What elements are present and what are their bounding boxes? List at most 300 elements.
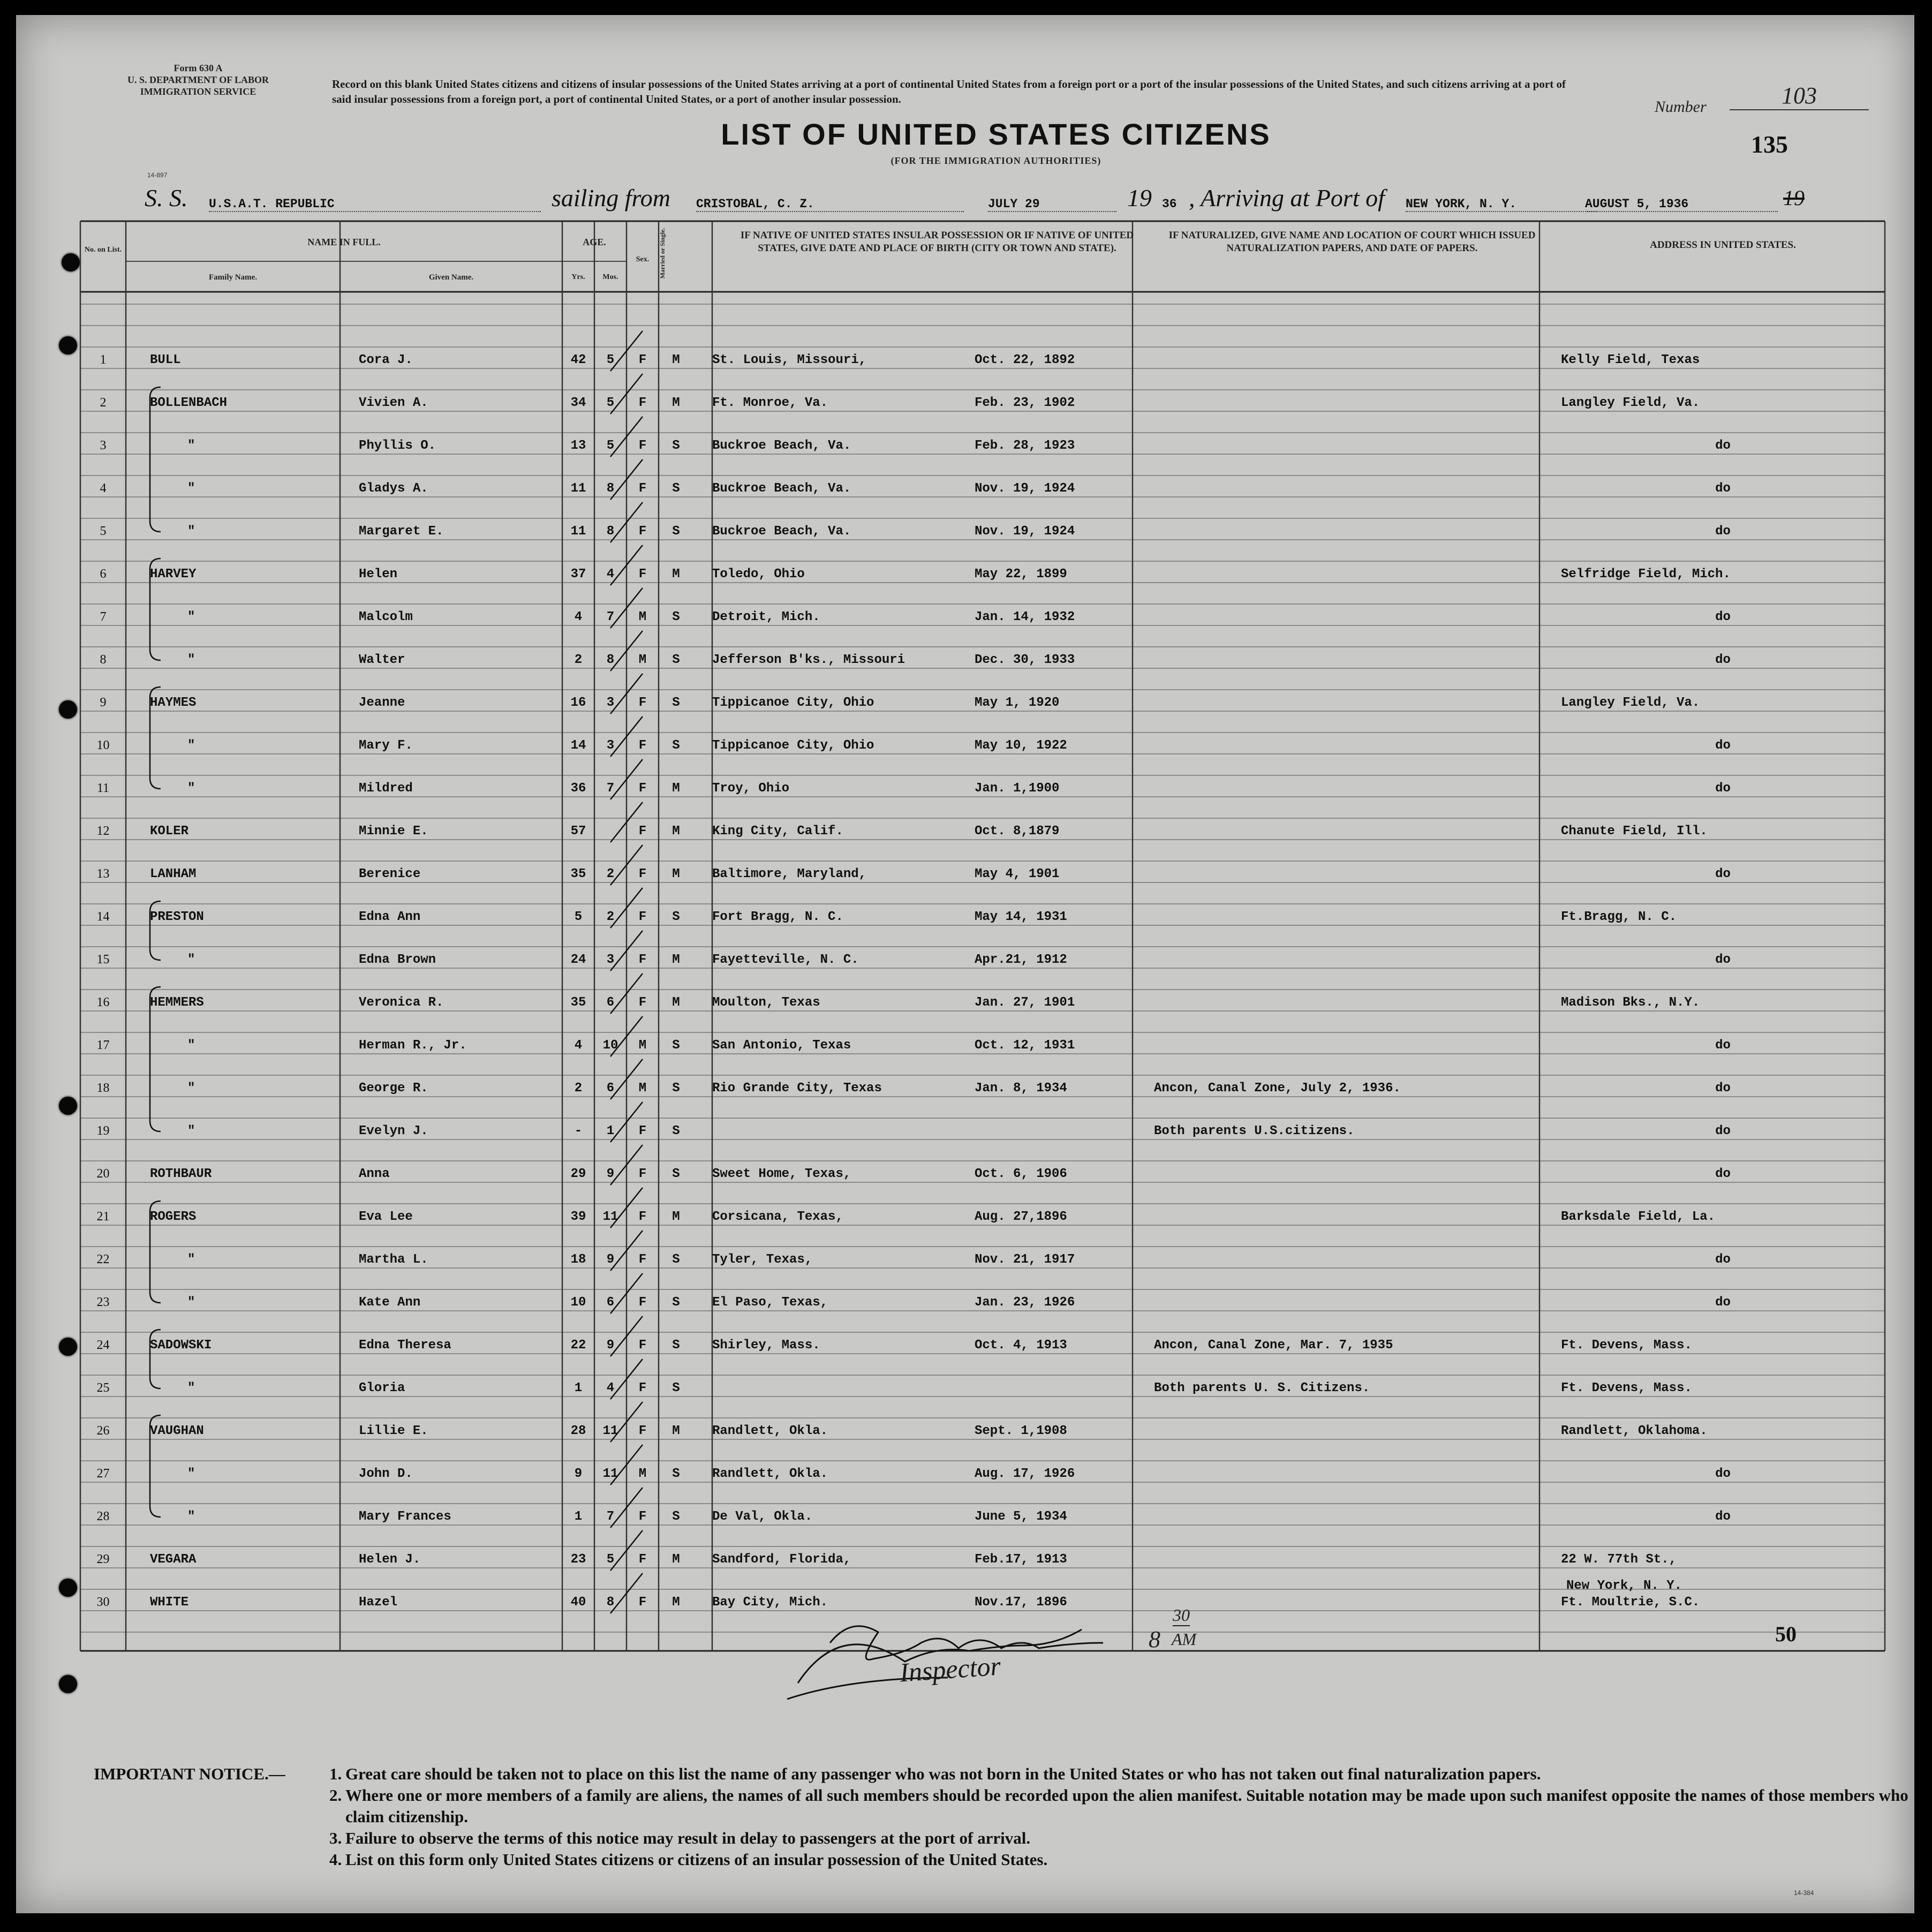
marital-status: M xyxy=(672,1210,680,1224)
page-subtitle: (FOR THE IMMIGRATION AUTHORITIES) xyxy=(890,155,1101,166)
sex: F xyxy=(638,353,647,367)
birth-place: Tyler, Texas, xyxy=(712,1252,813,1267)
given-name: Margaret E. xyxy=(359,524,444,539)
row-number: 29 xyxy=(96,1552,110,1566)
birth-date: Sept. 1,1908 xyxy=(975,1424,1067,1438)
age-months: 1 xyxy=(606,1124,615,1138)
family-name: SADOWSKI xyxy=(150,1338,212,1353)
row-number: 14 xyxy=(96,910,110,924)
age-years: 9 xyxy=(574,1467,583,1481)
birth-date: Jan. 8, 1934 xyxy=(975,1081,1067,1096)
family-name: VAUGHAN xyxy=(150,1424,204,1438)
address: Selfridge Field, Mich. xyxy=(1561,567,1731,582)
birth-date: Jan. 23, 1926 xyxy=(975,1295,1075,1310)
sex: F xyxy=(638,396,647,410)
age-years: 1 xyxy=(574,1381,583,1395)
row-number: 21 xyxy=(96,1210,110,1224)
age-months: 8 xyxy=(606,653,615,667)
service-name: IMMIGRATION SERVICE xyxy=(140,86,256,97)
given-name: Gloria xyxy=(359,1381,405,1395)
address: do xyxy=(1715,1252,1731,1267)
birth-date: Nov. 21, 1917 xyxy=(975,1252,1075,1267)
age-months: 9 xyxy=(606,1167,615,1181)
sex: F xyxy=(638,524,647,539)
birth-place: Ft. Monroe, Va. xyxy=(712,396,828,410)
record-instructions: Record on this blank United States citizens and citizens of insular possessions of the United States arriving at a port of continental United States from a foreign port or a port of the insular possessions of the United States, and such citizens arriving at a port of said insular possessions from a foreign port, a port of continental United States, or a port of another insular possession. xyxy=(332,78,1566,105)
department-name: U. S. DEPARTMENT OF LABOR xyxy=(127,74,269,85)
given-name: Hazel xyxy=(359,1595,398,1610)
marital-status: S xyxy=(672,1167,680,1181)
marital-status: S xyxy=(672,481,680,496)
family-name: HAYMES xyxy=(150,696,197,710)
age-years: - xyxy=(574,1124,583,1138)
marital-status: S xyxy=(672,1295,680,1310)
row-number: 1 xyxy=(100,353,107,367)
given-name: Vivien A. xyxy=(359,396,428,410)
list-number: 103 xyxy=(1730,82,1869,110)
address: do xyxy=(1715,953,1731,967)
row-number: 2 xyxy=(100,396,107,410)
notice-item: 4. List on this form only United States citizens or citizens of an insular possession of the United States. xyxy=(329,1850,1048,1869)
birth-date: Nov. 19, 1924 xyxy=(975,481,1075,496)
row-number: 18 xyxy=(96,1081,110,1095)
sex: F xyxy=(638,1510,647,1524)
age-months: 6 xyxy=(606,995,615,1010)
birth-date: May 1, 1920 xyxy=(975,696,1060,710)
row-number: 24 xyxy=(96,1338,110,1352)
family-name: " xyxy=(187,781,195,796)
marital-status: M xyxy=(672,567,680,582)
marital-status: M xyxy=(672,953,680,967)
address: Barksdale Field, La. xyxy=(1561,1210,1716,1224)
age-months: 8 xyxy=(606,481,615,496)
naturalization-info: Both parents U. S. Citizens. xyxy=(1154,1381,1370,1395)
sex: M xyxy=(638,1467,647,1481)
address: do xyxy=(1715,524,1731,539)
given-name: Walter xyxy=(359,653,405,667)
family-name: " xyxy=(187,1381,195,1395)
total-count: 50 xyxy=(1775,1622,1797,1646)
family-name: ROGERS xyxy=(150,1210,197,1224)
birth-date: May 22, 1899 xyxy=(975,567,1067,582)
marital-status: S xyxy=(672,610,680,624)
row-number: 23 xyxy=(96,1295,110,1309)
age-years: 5 xyxy=(574,910,583,924)
birth-place: Randlett, Okla. xyxy=(712,1424,828,1438)
age-months: 5 xyxy=(606,353,615,367)
age-years: 18 xyxy=(570,1252,586,1267)
age-months: 9 xyxy=(606,1252,615,1267)
marital-status: S xyxy=(672,738,680,753)
age-months: 11 xyxy=(602,1210,618,1224)
address: do xyxy=(1715,439,1731,453)
sex: F xyxy=(638,439,647,453)
birth-place: El Paso, Texas, xyxy=(712,1295,828,1310)
age-years: 14 xyxy=(570,738,586,753)
notice-label: IMPORTANT NOTICE.— xyxy=(94,1764,285,1783)
sex: F xyxy=(638,910,647,924)
sex: M xyxy=(638,610,647,624)
birth-date: Feb.17, 1913 xyxy=(975,1552,1067,1567)
age-months: 8 xyxy=(606,1595,615,1610)
footer-code: 14-384 xyxy=(1794,1889,1814,1897)
row-number: 27 xyxy=(96,1467,110,1481)
given-name: Eva Lee xyxy=(359,1210,413,1224)
family-name: " xyxy=(187,1124,195,1138)
birth-date: Oct. 8,1879 xyxy=(975,824,1060,839)
marital-status: S xyxy=(672,696,680,710)
birth-date: Oct. 12, 1931 xyxy=(975,1038,1075,1053)
age-years: 23 xyxy=(570,1552,586,1567)
family-name: HEMMERS xyxy=(150,995,204,1010)
age-years: 40 xyxy=(570,1595,586,1610)
age-years: 35 xyxy=(570,995,586,1010)
given-name: Martha L. xyxy=(359,1252,428,1267)
address-line-2: New York, N. Y. xyxy=(1566,1579,1682,1593)
birth-place: Randlett, Okla. xyxy=(712,1467,828,1481)
row-number: 11 xyxy=(96,781,110,795)
age-years: 24 xyxy=(570,953,586,967)
age-years: 1 xyxy=(574,1510,583,1524)
given-name: John D. xyxy=(359,1467,413,1481)
arriving-label: , Arriving at Port of xyxy=(1189,184,1385,212)
time-meridiem: AM xyxy=(1172,1629,1197,1649)
family-name: ROTHBAUR xyxy=(150,1167,212,1181)
birth-place: Fayetteville, N. C. xyxy=(712,953,859,967)
address: 22 W. 77th St., xyxy=(1561,1552,1677,1567)
birth-place: De Val, Okla. xyxy=(712,1510,813,1524)
birth-place: Buckroe Beach, Va. xyxy=(712,481,851,496)
inspector-name xyxy=(851,1616,1043,1648)
birth-date: Feb. 23, 1902 xyxy=(975,396,1075,410)
age-years: 22 xyxy=(570,1338,586,1353)
family-name: BOLLENBACH xyxy=(150,396,228,410)
birth-date: Oct. 22, 1892 xyxy=(975,353,1075,367)
col-header-married-single: Married or Single. xyxy=(659,228,666,279)
row-number: 9 xyxy=(100,696,107,710)
given-name: Mildred xyxy=(359,781,413,796)
address: do xyxy=(1715,1295,1731,1310)
col-header-sex: Sex. xyxy=(636,255,650,263)
birth-place: Rio Grande City, Texas xyxy=(712,1081,882,1096)
sex: F xyxy=(638,1424,647,1438)
row-number: 28 xyxy=(96,1510,110,1523)
birth-date: May 14, 1931 xyxy=(975,910,1067,924)
sex: F xyxy=(638,1252,647,1267)
address: Randlett, Oklahoma. xyxy=(1561,1424,1708,1438)
family-name: " xyxy=(187,738,195,753)
age-months: 5 xyxy=(606,396,615,410)
sex: F xyxy=(638,995,647,1010)
sex: F xyxy=(638,1552,647,1567)
birth-date: Aug. 27,1896 xyxy=(975,1210,1067,1224)
age-months: 7 xyxy=(606,781,615,796)
row-number: 5 xyxy=(100,524,107,538)
form-code: 14-897 xyxy=(147,171,168,179)
marital-status: M xyxy=(672,995,680,1010)
sex: F xyxy=(638,1338,647,1353)
birth-place: San Antonio, Texas xyxy=(712,1038,851,1053)
family-name: " xyxy=(187,524,195,539)
birth-place: Tippicanoe City, Ohio xyxy=(712,738,874,753)
address: do xyxy=(1715,610,1731,624)
age-months: 7 xyxy=(606,1510,615,1524)
address: Madison Bks., N.Y. xyxy=(1561,995,1700,1010)
address: do xyxy=(1715,867,1731,881)
age-months: 3 xyxy=(606,953,615,967)
page-number: 135 xyxy=(1751,131,1788,158)
age-years: 35 xyxy=(570,867,586,881)
marital-status: S xyxy=(672,1038,680,1053)
given-name: Malcolm xyxy=(359,610,413,624)
sailing-label: sailing from xyxy=(552,184,670,212)
birth-place: Moulton, Texas xyxy=(712,995,820,1010)
sex: F xyxy=(638,481,647,496)
col-header-birth: IF NATIVE OF UNITED STATES INSULAR POSSESSION OR IF NATIVE OF UNITED STATES, GIVE DATE AND PLACE OF BIRTH (CITY OR TOWN AND STATE). xyxy=(740,230,1134,254)
birth-place: Troy, Ohio xyxy=(712,781,790,796)
age-months: 10 xyxy=(602,1038,618,1053)
col-header-no: No. on List. xyxy=(84,246,122,254)
given-name: Helen xyxy=(359,567,398,582)
given-name: Mary F. xyxy=(359,738,413,753)
address: do xyxy=(1715,653,1731,667)
marital-status: S xyxy=(672,1467,680,1481)
family-name: PRESTON xyxy=(150,910,204,924)
family-name: " xyxy=(187,610,195,624)
arrival-year-prefix: 19 xyxy=(1783,186,1805,210)
sex: F xyxy=(638,567,647,582)
family-name: WHITE xyxy=(150,1595,189,1610)
time-minute: 30 xyxy=(1173,1605,1190,1626)
col-header-naturalized: IF NATURALIZED, GIVE NAME AND LOCATION OF COURT WHICH ISSUED NATURALIZATION PAPERS, AND DATE OF PAPERS. xyxy=(1168,230,1536,254)
sex: M xyxy=(638,1038,647,1053)
sex: F xyxy=(638,1210,647,1224)
address: do xyxy=(1715,1167,1731,1181)
year-suffix: 36 xyxy=(1162,197,1177,211)
marital-status: S xyxy=(672,439,680,453)
marital-status: M xyxy=(672,353,680,367)
age-years: 13 xyxy=(570,439,586,453)
address: Langley Field, Va. xyxy=(1561,696,1700,710)
given-name: George R. xyxy=(359,1081,428,1096)
row-number: 26 xyxy=(96,1424,110,1438)
family-name: BULL xyxy=(150,353,181,367)
marital-status: M xyxy=(672,1552,680,1567)
family-name: " xyxy=(187,1081,195,1096)
birth-date: Feb. 28, 1923 xyxy=(975,439,1075,453)
birth-place: Fort Bragg, N. C. xyxy=(712,910,843,924)
given-name: Minnie E. xyxy=(359,824,428,839)
address: do xyxy=(1715,1038,1731,1053)
address: Ft. Devens, Mass. xyxy=(1561,1381,1692,1395)
address: Langley Field, Va. xyxy=(1561,396,1700,410)
age-years: 28 xyxy=(570,1424,586,1438)
address: Ft. Devens, Mass. xyxy=(1561,1338,1692,1353)
sex: M xyxy=(638,1081,647,1096)
birth-date: Nov. 19, 1924 xyxy=(975,524,1075,539)
birth-date: May 10, 1922 xyxy=(975,738,1067,753)
birth-date: Oct. 6, 1906 xyxy=(975,1167,1067,1181)
given-name: Mary Frances xyxy=(359,1510,451,1524)
row-number: 3 xyxy=(100,439,107,452)
age-months: 2 xyxy=(606,910,615,924)
year-prefix: 19 xyxy=(1127,184,1152,212)
birth-place: Bay City, Mich. xyxy=(712,1595,828,1610)
time-hour: 8 xyxy=(1149,1626,1160,1652)
given-name: Lillie E. xyxy=(359,1424,428,1438)
birth-place: Sandford, Florida, xyxy=(712,1552,851,1567)
page-title: LIST OF UNITED STATES CITIZENS xyxy=(721,117,1271,151)
given-name: Herman R., Jr. xyxy=(359,1038,467,1053)
age-years: 4 xyxy=(574,1038,583,1053)
marital-status: M xyxy=(672,867,680,881)
row-number: 22 xyxy=(96,1252,110,1266)
marital-status: M xyxy=(672,781,680,796)
birth-date: Apr.21, 1912 xyxy=(975,953,1067,967)
birth-place: Baltimore, Maryland, xyxy=(712,867,867,881)
address: do xyxy=(1715,1467,1731,1481)
form-sheet xyxy=(16,15,1914,1913)
sex: F xyxy=(638,1167,647,1181)
given-name: Cora J. xyxy=(359,353,413,367)
address: do xyxy=(1715,781,1731,796)
given-name: Helen J. xyxy=(359,1552,421,1567)
family-name: " xyxy=(187,481,195,496)
col-header-name: NAME IN FULL. xyxy=(307,237,381,247)
age-months: 8 xyxy=(606,524,615,539)
sex: F xyxy=(638,867,647,881)
birth-date: May 4, 1901 xyxy=(975,867,1060,881)
birth-date: Dec. 30, 1933 xyxy=(975,653,1075,667)
marital-status: M xyxy=(672,824,680,839)
marital-status: M xyxy=(672,396,680,410)
given-name: Kate Ann xyxy=(359,1295,421,1310)
naturalization-info: Ancon, Canal Zone, Mar. 7, 1935 xyxy=(1154,1338,1393,1353)
address: do xyxy=(1715,1081,1731,1096)
marital-status: M xyxy=(672,1595,680,1610)
sex: F xyxy=(638,781,647,796)
marital-status: S xyxy=(672,1381,680,1395)
departure-port: CRISTOBAL, C. Z. xyxy=(696,197,964,212)
age-months: 9 xyxy=(606,1338,615,1353)
inspector-title: Inspector xyxy=(899,1650,1002,1688)
row-number: 20 xyxy=(96,1167,110,1181)
age-years: 34 xyxy=(570,396,586,410)
family-name: HARVEY xyxy=(150,567,197,582)
notice-item: 2. Where one or more members of a family are aliens, the names of all such members should be recorded upon the alien manifest. Suitable notation may be made upon such manifest opposite the names of those members who claim citizenship. xyxy=(329,1786,1908,1826)
form-number: Form 630 A xyxy=(173,63,223,73)
age-years: 11 xyxy=(570,524,586,539)
address: do xyxy=(1715,481,1731,496)
row-number: 15 xyxy=(96,953,110,967)
birth-date: Jan. 1,1900 xyxy=(975,781,1060,796)
sex: F xyxy=(638,1295,647,1310)
col-header-given-name: Given Name. xyxy=(428,273,474,282)
given-name: Edna Theresa xyxy=(359,1338,451,1353)
marital-status: S xyxy=(672,1081,680,1096)
birth-place: St. Louis, Missouri, xyxy=(712,353,867,367)
address: do xyxy=(1715,1124,1731,1138)
birth-place: Sweet Home, Texas, xyxy=(712,1167,851,1181)
naturalization-info: Ancon, Canal Zone, July 2, 1936. xyxy=(1154,1081,1401,1096)
marital-status: S xyxy=(672,910,680,924)
birth-place: Tippicanoe City, Ohio xyxy=(712,696,874,710)
ship-name: U.S.A.T. REPUBLIC xyxy=(209,197,541,212)
age-years: 2 xyxy=(574,653,583,667)
col-header-address: ADDRESS IN UNITED STATES. xyxy=(1650,239,1796,251)
age-years: 11 xyxy=(570,481,586,496)
birth-date: Jan. 27, 1901 xyxy=(975,995,1075,1010)
address: Kelly Field, Texas xyxy=(1561,353,1700,367)
marital-status: S xyxy=(672,1338,680,1353)
naturalization-info: Both parents U.S.citizens. xyxy=(1154,1124,1355,1138)
birth-date: Nov.17, 1896 xyxy=(975,1595,1067,1610)
given-name: Phyllis O. xyxy=(359,439,436,453)
given-name: Jeanne xyxy=(359,696,405,710)
birth-place: Buckroe Beach, Va. xyxy=(712,524,851,539)
age-years: 10 xyxy=(570,1295,586,1310)
col-header-mos: Mos. xyxy=(602,273,618,281)
notice-item: 3. Failure to observe the terms of this notice may result in delay to passengers at the port of arrival. xyxy=(329,1829,1031,1847)
address: Ft. Moultrie, S.C. xyxy=(1561,1595,1700,1610)
birth-date: June 5, 1934 xyxy=(975,1510,1067,1524)
family-name: " xyxy=(187,1252,195,1267)
age-months: 4 xyxy=(606,567,615,582)
family-name: KOLER xyxy=(150,824,189,839)
age-months: 6 xyxy=(606,1295,615,1310)
col-header-family-name: Family Name. xyxy=(209,273,257,282)
marital-status: S xyxy=(672,1252,680,1267)
row-number: 13 xyxy=(96,867,110,881)
address: Chanute Field, Ill. xyxy=(1561,824,1708,839)
age-years: 42 xyxy=(570,353,586,367)
age-months: 2 xyxy=(606,867,615,881)
family-name: " xyxy=(187,1467,195,1481)
departure-date: JULY 29 xyxy=(988,197,1116,212)
marital-status: M xyxy=(672,1424,680,1438)
age-years: 37 xyxy=(570,567,586,582)
sex: F xyxy=(638,824,647,839)
family-name: VEGARA xyxy=(150,1552,197,1567)
given-name: Edna Brown xyxy=(359,953,436,967)
marital-status: S xyxy=(672,1124,680,1138)
arrival-date: AUGUST 5, 1936 xyxy=(1585,197,1778,212)
age-years: 2 xyxy=(574,1081,583,1096)
birth-place: Toledo, Ohio xyxy=(712,567,805,582)
given-name: Edna Ann xyxy=(359,910,421,924)
age-months: 7 xyxy=(606,610,615,624)
sex: F xyxy=(638,953,647,967)
age-months: 11 xyxy=(602,1424,618,1438)
family-name: " xyxy=(187,1510,195,1524)
age-months: 5 xyxy=(606,439,615,453)
birth-place: Shirley, Mass. xyxy=(712,1338,820,1353)
age-months: 3 xyxy=(606,738,615,753)
row-number: 10 xyxy=(96,738,110,752)
sex: F xyxy=(638,738,647,753)
arrival-port: NEW YORK, N. Y. xyxy=(1406,197,1598,212)
age-months: 11 xyxy=(602,1467,618,1481)
age-months: 6 xyxy=(606,1081,615,1096)
ship-label: S. S. xyxy=(145,184,188,212)
family-name: LANHAM xyxy=(150,867,197,881)
sex: F xyxy=(638,696,647,710)
birth-place: Corsicana, Texas, xyxy=(712,1210,843,1224)
age-years: 36 xyxy=(570,781,586,796)
number-label: Number xyxy=(1655,98,1707,116)
age-months: 4 xyxy=(606,1381,615,1395)
birth-date: Jan. 14, 1932 xyxy=(975,610,1075,624)
